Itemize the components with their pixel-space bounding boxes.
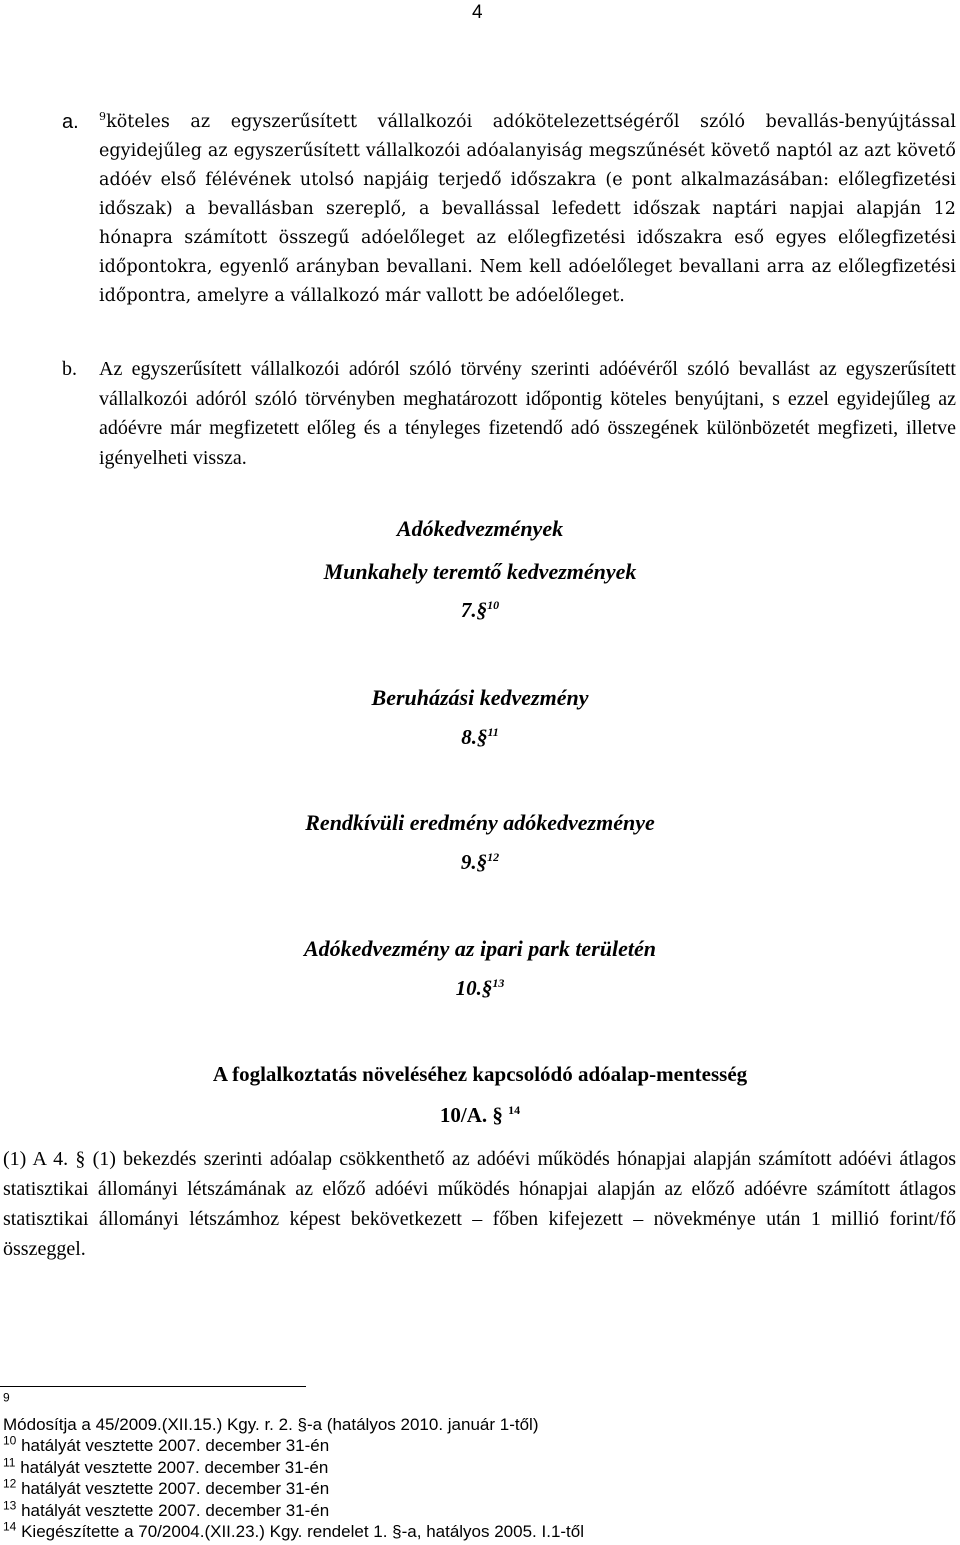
section-8: 8.§$^{11}$ [461, 725, 499, 749]
heading-rendkivuli: Rendkívüli eredmény adókedvezménye [305, 810, 655, 835]
heading-adokedvezmenyek: Adókedvezmények [396, 516, 564, 541]
list-item-b [62, 355, 956, 473]
footnote: $^{10}$ hatályát vesztette 2007. december 31-én [3, 1433, 330, 1455]
footnote-separator [0, 1386, 306, 1387]
section-7: 7.§$^{10}$ [460, 598, 500, 622]
list-item-b-text: Az egyszerűsített vállalkozói adóról szóló törvény szerinti adóévéről szóló bevallást az egyszerűsített vállalkozói adóról szóló törvényben meghatározott időpontig köteles benyújtani, s ezzel egyidejűleg az adóévre már megfizetett előleg és a tényleges fizetendő adó összegének különbözetét megfizeti, illetve igényelheti vissza. [99, 358, 956, 469]
heading-munkahely: Munkahely teremtő kedvezmények [323, 559, 637, 584]
footnote: $^{13}$ hatályát vesztette 2007. december 31-én [3, 1497, 330, 1520]
list-letter-b: b. [62, 358, 77, 380]
footnote: $^{14}$ Kiegészítette a 70/2004.(XII.23.) Kgy. rendelet 1. §-a, hatályos 2005. I.1-től [3, 1519, 585, 1541]
footnote-ref-10: 10 [487, 598, 500, 612]
page-number: 4 [472, 2, 483, 23]
footnote: $^{12}$ hatályát vesztette 2007. december 31-én [3, 1476, 330, 1498]
section-10a: 10/A. § $^{14}$ [439, 1103, 521, 1127]
list-item-a [62, 108, 956, 311]
footnote-ref-14: 14 [508, 1103, 521, 1117]
footnotes [3, 1392, 584, 1543]
footnote-ref-11: 11 [487, 725, 499, 739]
list-item-a-body: köteles az egyszerűsített vállalkozói adókötelezettségéről szóló bevallás-benyújtással egyidejűleg az egyszerűsített vállalkozói adóalanyiság megszűnését követő naptól az azt követő adóév első félévének utolsó napjáig terjedő időszakra (e pont alkalmazásában: előlegfizetési időszak) a bevallásban szereplő, a bevallással lefedett időszak naptári napjai alapján 12 hónapra számított összegű adóelőleget az előlegfizetési időszakra eső egyes előlegfizetési időpontokra, egyenlő arányban bevallani. Nem kell adóelőleget bevallani arra az előlegfizetési időpontra, amelyre a vállalkozó már vallott be adóelőleget. [99, 112, 956, 306]
footnote: $^9$ Módosítja a 45/2009.(XII.15.) Kgy. r. 2. §-a (hatályos 2010. január 1-től) [3, 1390, 539, 1434]
heading-foglalkoztatas: A foglalkoztatás növeléséhez kapcsolódó adóalap-mentesség [212, 1062, 748, 1086]
footnote: $^{11}$ hatályát vesztette 2007. december 31-én [3, 1454, 329, 1477]
section-9: 9.§$^{12}$ [460, 850, 500, 874]
footnote-ref-12: 12 [487, 850, 500, 864]
list-letter-a: a. [62, 111, 79, 133]
list-item-a-text [99, 108, 956, 311]
footnote-ref-9: 9 [99, 110, 107, 124]
heading-beruhazasi: Beruházási kedvezmény [371, 685, 589, 710]
heading-ipari-park: Adókedvezmény az ipari park területén [304, 936, 656, 961]
footnote-ref-13: 13 [492, 976, 505, 990]
paragraph-1: (1) A 4. § (1) bekezdés szerinti adóalap csökkenthető az adóévi működés hónapjai alapján számított adóévi átlagos statisztikai állományi létszámának az előző adóévi működés hónapjai alapján az előző adóévre számított átlagos statisztikai állományi létszámhoz képest bekövetkezett – főben kifejezett – növekménye után 1 millió forint/fő összeggel. [3, 1148, 956, 1260]
section-10: 10.§$^{13}$ [455, 976, 505, 1000]
